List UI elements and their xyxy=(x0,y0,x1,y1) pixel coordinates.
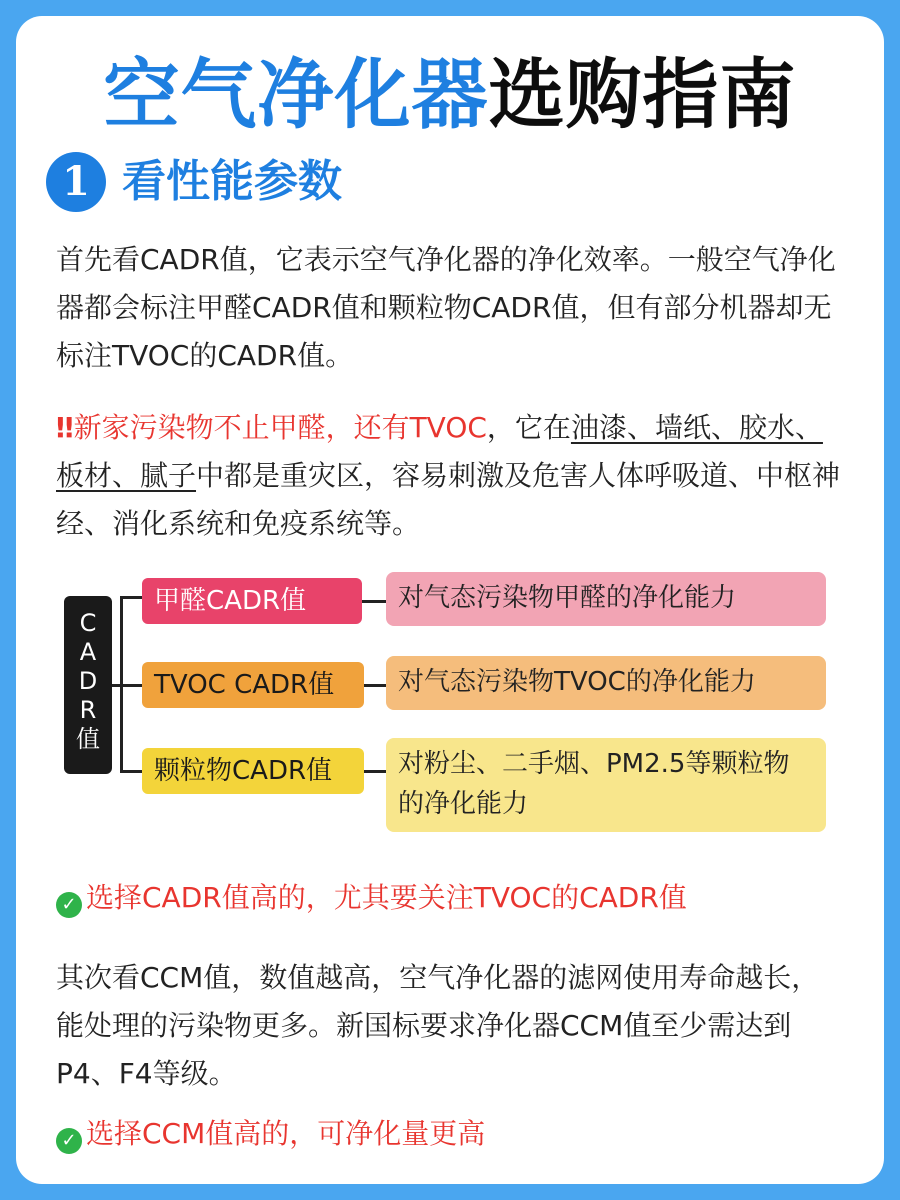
tvoc-text-b: 中都是重灾区，容易刺激及危害人体呼吸道、中枢神经、消化系统和免疫系统等。 xyxy=(56,459,841,540)
paragraph-ccm: 其次看CCM值，数值越高，空气净化器的滤网使用寿命越长，能处理的污染物更多。新国标要求净化器CCM值至少需达到P4、F4等级。 xyxy=(56,961,820,1090)
tip-cadr-text: 选择CADR值高的，尤其要关注TVOC的CADR值 xyxy=(86,881,687,914)
tvoc-warning-highlight: 新家污染物不止甲醛，还有TVOC xyxy=(73,411,487,444)
section-number-badge: 1 xyxy=(46,152,106,212)
double-exclamation-icon: ‼ xyxy=(56,411,74,444)
particulate-cadr-description: 对粉尘、二手烟、PM2.5等颗粒物的净化能力 xyxy=(386,738,826,832)
particulate-cadr-label: 颗粒物CADR值 xyxy=(142,748,364,794)
connector-desc-3 xyxy=(364,770,386,773)
cadr-root-char: 值 xyxy=(76,725,100,753)
tvoc-cadr-label: TVOC CADR值 xyxy=(142,662,364,708)
tip-ccm xyxy=(56,1114,485,1154)
cadr-root-char: A xyxy=(79,638,97,666)
connector-branch-3 xyxy=(120,770,142,773)
title-part-black: 选购指南 xyxy=(488,50,797,139)
connector-root xyxy=(112,684,120,687)
connector-desc-1 xyxy=(362,600,386,603)
check-circle-icon: ✓ xyxy=(56,892,82,918)
tvoc-sources-underlined: 油漆、墙纸、胶水、板材、腻子 xyxy=(56,411,823,492)
page-title xyxy=(0,34,900,143)
section-title: 看性能参数 xyxy=(122,156,342,207)
cadr-root-char: R xyxy=(79,696,97,724)
connector-branch-1 xyxy=(120,596,142,599)
tip-cadr xyxy=(56,878,687,918)
title-part-blue: 空气净化器 xyxy=(103,50,489,139)
cadr-root-box xyxy=(64,596,112,774)
paragraph-cadr-intro: 首先看CADR值，它表示空气净化器的净化效率。一般空气净化器都会标注甲醛CADR值和颗粒物CADR值，但有部分机器却无标注TVOC的CADR值。 xyxy=(56,243,836,372)
connector-branch-2 xyxy=(120,684,142,687)
cadr-root-char: C xyxy=(79,609,97,637)
cadr-root-char: D xyxy=(78,667,98,695)
check-circle-icon: ✓ xyxy=(56,1128,82,1154)
tvoc-text-a: ，它在 xyxy=(486,411,571,444)
connector-desc-2 xyxy=(364,684,386,687)
tvoc-cadr-description: 对气态污染物TVOC的净化能力 xyxy=(386,656,826,710)
formaldehyde-cadr-description: 对气态污染物甲醛的净化能力 xyxy=(386,572,826,626)
cadr-diagram xyxy=(64,572,844,842)
formaldehyde-cadr-label: 甲醛CADR值 xyxy=(142,578,362,624)
tip-ccm-text: 选择CCM值高的，可净化量更高 xyxy=(86,1117,486,1150)
paragraph-tvoc-warning xyxy=(56,404,846,548)
